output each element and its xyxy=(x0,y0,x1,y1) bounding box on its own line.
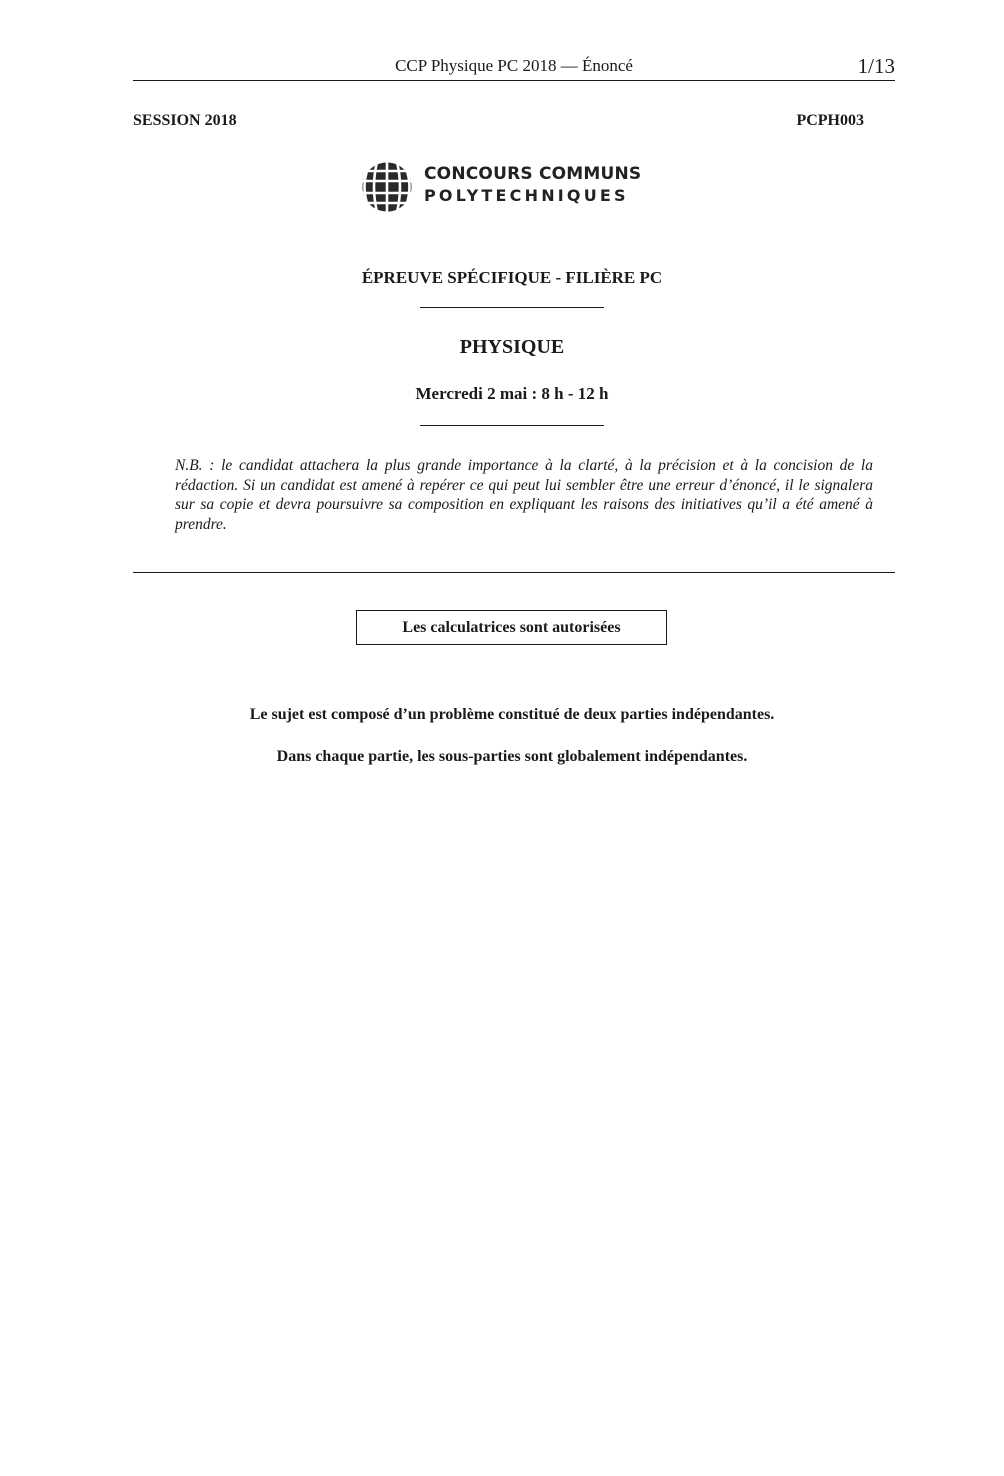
logo-line-1: CONCOURS COMMUNS xyxy=(424,164,642,184)
exam-type-heading: ÉPREUVE SPÉCIFIQUE - FILIÈRE PC xyxy=(361,268,663,287)
session-label: SESSION 2018 xyxy=(133,112,237,129)
running-title: CCP Physique PC 2018 — Énoncé xyxy=(395,56,633,75)
nb-note: N.B. : le candidat attachera la plus grande importance à la clarté, à la précision et à la concision de la rédaction. Si un candidat est amené à repérer ce qui peut lui sembler être une erreur d’énoncé, il le signalera sur sa copie et devra poursuivre sa composition en expliquant les raisons des initiatives qu’il a été amené à prendre. xyxy=(175,457,873,533)
exam-schedule: Mercredi 2 mai : 8 h - 12 h xyxy=(415,384,609,403)
running-header xyxy=(133,54,895,81)
divider xyxy=(420,307,604,308)
intro-line-2: Dans chaque partie, les sous-parties sont globalement indépendantes. xyxy=(276,748,748,765)
logo xyxy=(360,160,660,214)
divider xyxy=(420,425,604,426)
globe-emblem-icon xyxy=(360,160,414,214)
subject-title: PHYSIQUE xyxy=(459,336,565,358)
section-divider xyxy=(133,572,895,573)
intro-line-1: Le sujet est composé d’un problème constitué de deux parties indépendantes. xyxy=(249,706,775,723)
calculator-notice: Les calculatrices sont autorisées xyxy=(356,610,667,645)
exam-code: PCPH003 xyxy=(796,112,864,129)
logo-line-2: POLYTECHNIQUES xyxy=(424,186,629,205)
page-number: 1/13 xyxy=(857,54,895,78)
